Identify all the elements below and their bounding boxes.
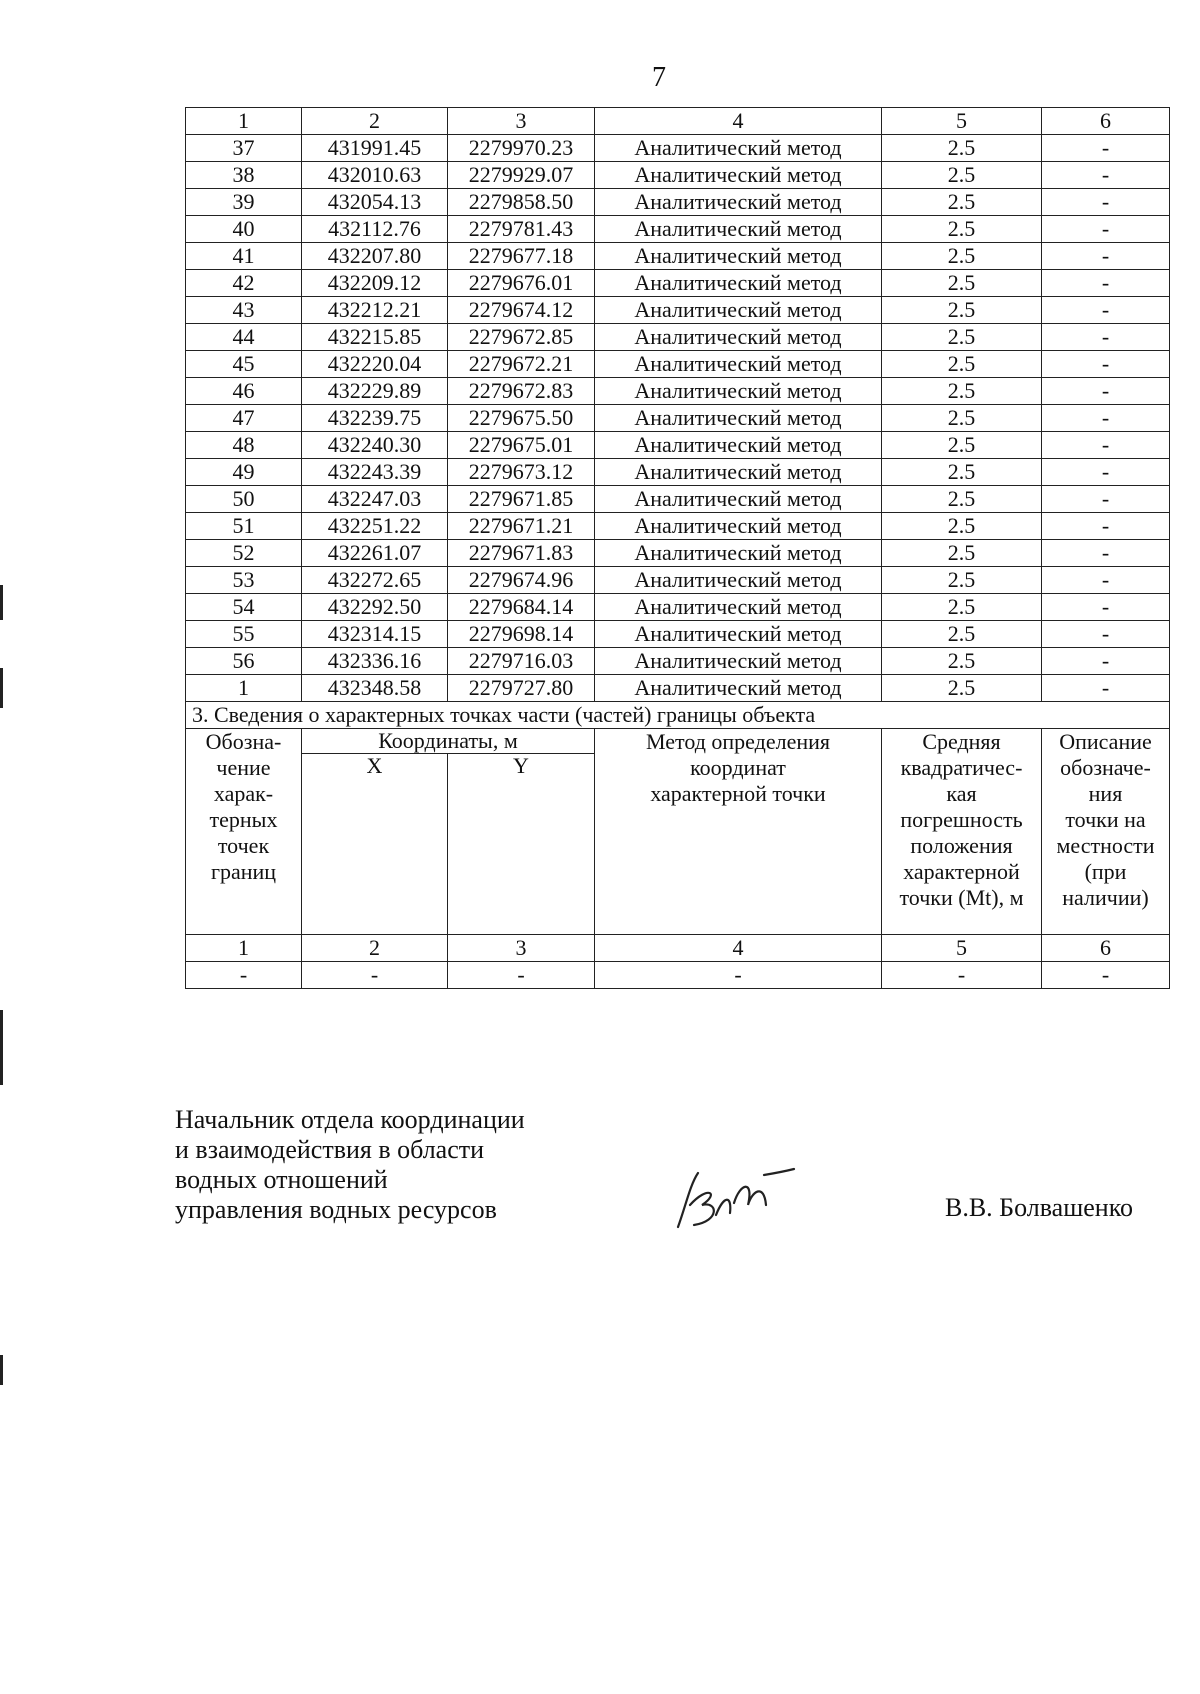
page-number: 7 <box>652 62 666 93</box>
table-cell: Аналитический метод <box>595 621 882 648</box>
header-line: точки (Mt), м <box>899 885 1024 910</box>
table-cell: 2.5 <box>882 324 1042 351</box>
table-cell: 432314.15 <box>302 621 448 648</box>
table-row <box>186 216 1170 243</box>
header-line: точек <box>217 833 270 858</box>
table-cell: - <box>448 962 595 989</box>
table-cell: Аналитический метод <box>595 297 882 324</box>
table-cell: 38 <box>186 162 302 189</box>
table-cell: 53 <box>186 567 302 594</box>
header-coordinates: Координаты, м <box>302 729 595 754</box>
table-cell: 2.5 <box>882 378 1042 405</box>
header-line: местности <box>1056 833 1155 858</box>
table-cell: 55 <box>186 621 302 648</box>
header-line: границ <box>210 859 277 884</box>
table-cell: 2279781.43 <box>448 216 595 243</box>
table-cell: 432240.30 <box>302 432 448 459</box>
table-cell: 54 <box>186 594 302 621</box>
table-cell: 432220.04 <box>302 351 448 378</box>
table-cell: Аналитический метод <box>595 648 882 675</box>
table-cell: - <box>1042 962 1170 989</box>
table-row <box>186 378 1170 405</box>
table-cell: - <box>1042 378 1170 405</box>
table-cell: 46 <box>186 378 302 405</box>
table-cell: Аналитический метод <box>595 189 882 216</box>
table-row <box>186 567 1170 594</box>
table-cell: Аналитический метод <box>595 486 882 513</box>
table-row <box>186 351 1170 378</box>
table-cell: 2279677.18 <box>448 243 595 270</box>
header-line: Средняя <box>922 729 1001 754</box>
header-line: (при <box>1084 859 1127 884</box>
table-cell: - <box>1042 648 1170 675</box>
table-cell: - <box>1042 270 1170 297</box>
table-cell: 2.5 <box>882 567 1042 594</box>
margin-mark <box>0 1010 3 1085</box>
col-number: 3 <box>448 935 595 962</box>
header-line: обозначе- <box>1060 755 1151 780</box>
col-number: 5 <box>882 108 1042 135</box>
table-row <box>186 162 1170 189</box>
col-number: 2 <box>302 108 448 135</box>
table-cell: 2279671.85 <box>448 486 595 513</box>
table-cell: - <box>882 962 1042 989</box>
table-row <box>186 540 1170 567</box>
table-cell: - <box>1042 297 1170 324</box>
table-cell: 432292.50 <box>302 594 448 621</box>
table-cell: - <box>1042 567 1170 594</box>
table-cell: 2.5 <box>882 675 1042 702</box>
table-cell: - <box>1042 189 1170 216</box>
table-cell: 432239.75 <box>302 405 448 432</box>
table-cell: Аналитический метод <box>595 594 882 621</box>
table-cell: 2279672.21 <box>448 351 595 378</box>
table-row <box>186 432 1170 459</box>
table-cell: Аналитический метод <box>595 270 882 297</box>
col-number: 4 <box>595 935 882 962</box>
header-point-designation <box>186 729 302 935</box>
position-line: управления водных ресурсов <box>175 1195 497 1224</box>
table-cell: 431991.45 <box>302 135 448 162</box>
coordinates-table <box>185 107 1170 989</box>
table-cell: Аналитический метод <box>595 351 882 378</box>
table-row <box>186 405 1170 432</box>
margin-mark <box>0 668 3 708</box>
col-number: 6 <box>1042 935 1170 962</box>
table-cell: 432207.80 <box>302 243 448 270</box>
section3-empty-row <box>186 962 1170 989</box>
table-cell: 2279716.03 <box>448 648 595 675</box>
header-line: ния <box>1088 781 1123 806</box>
table-cell: 2.5 <box>882 513 1042 540</box>
table-cell: Аналитический метод <box>595 135 882 162</box>
table-cell: 2.5 <box>882 162 1042 189</box>
table-cell: 2279727.80 <box>448 675 595 702</box>
table-cell: - <box>1042 405 1170 432</box>
table-cell: 2.5 <box>882 243 1042 270</box>
header-line: характерной <box>903 859 1020 884</box>
table-cell: 2.5 <box>882 405 1042 432</box>
table-cell: 2279858.50 <box>448 189 595 216</box>
table-cell: Аналитический метод <box>595 324 882 351</box>
table-cell: 44 <box>186 324 302 351</box>
table-cell: - <box>186 962 302 989</box>
position-line: и взаимодействия в области <box>175 1135 485 1164</box>
table-cell: 52 <box>186 540 302 567</box>
table-cell: 432247.03 <box>302 486 448 513</box>
table-cell: 2.5 <box>882 351 1042 378</box>
table-cell: 432209.12 <box>302 270 448 297</box>
table-cell: 432212.21 <box>302 297 448 324</box>
table-cell: 2.5 <box>882 621 1042 648</box>
table-row <box>186 486 1170 513</box>
table-cell: 2.5 <box>882 297 1042 324</box>
col-number: 4 <box>595 108 882 135</box>
position-line: Начальник отдела координации <box>175 1105 525 1134</box>
table-row <box>186 324 1170 351</box>
table-cell: 48 <box>186 432 302 459</box>
table-cell: - <box>1042 135 1170 162</box>
table-cell: Аналитический метод <box>595 540 882 567</box>
table-cell: - <box>1042 594 1170 621</box>
header-mean-error <box>882 729 1042 935</box>
table-cell: 2279684.14 <box>448 594 595 621</box>
table-row <box>186 648 1170 675</box>
col-number: 5 <box>882 935 1042 962</box>
header-x: X <box>302 754 448 935</box>
table-cell: - <box>1042 351 1170 378</box>
table-cell: 39 <box>186 189 302 216</box>
table-cell: 2.5 <box>882 594 1042 621</box>
table-cell: 2.5 <box>882 189 1042 216</box>
table-cell: 2279671.83 <box>448 540 595 567</box>
table-cell: 432229.89 <box>302 378 448 405</box>
table-cell: 2.5 <box>882 648 1042 675</box>
table-row <box>186 675 1170 702</box>
header-line: чение <box>216 755 271 780</box>
position-line: водных отношений <box>175 1165 388 1194</box>
table-cell: - <box>1042 216 1170 243</box>
header-line: точки на <box>1065 807 1146 832</box>
header-line: Обозна- <box>205 729 282 754</box>
header-line: наличии) <box>1062 885 1149 910</box>
header-line: Описание <box>1059 729 1152 754</box>
table-row <box>186 270 1170 297</box>
table-cell: 2279671.21 <box>448 513 595 540</box>
table-cell: Аналитический метод <box>595 459 882 486</box>
table-cell: Аналитический метод <box>595 216 882 243</box>
table-cell: - <box>1042 162 1170 189</box>
section3-header-row-top <box>186 729 1170 754</box>
table-cell: 43 <box>186 297 302 324</box>
table-cell: 2.5 <box>882 432 1042 459</box>
table-row <box>186 621 1170 648</box>
table-cell: 2279674.96 <box>448 567 595 594</box>
table-cell: 432261.07 <box>302 540 448 567</box>
header-line: погрешность <box>900 807 1023 832</box>
table-cell: 50 <box>186 486 302 513</box>
table-cell: 2279675.01 <box>448 432 595 459</box>
header-line: терных <box>209 807 278 832</box>
table-cell: 2279675.50 <box>448 405 595 432</box>
table-cell: 37 <box>186 135 302 162</box>
table-cell: 2279672.83 <box>448 378 595 405</box>
table-row <box>186 189 1170 216</box>
table-cell: Аналитический метод <box>595 243 882 270</box>
table-row <box>186 594 1170 621</box>
table-cell: 432010.63 <box>302 162 448 189</box>
table-cell: - <box>1042 540 1170 567</box>
header-line: характерной точки <box>650 781 826 806</box>
header-line: координат <box>690 755 786 780</box>
table-cell: - <box>1042 486 1170 513</box>
header-line: кая <box>946 781 977 806</box>
column-number-row <box>186 108 1170 135</box>
handwritten-signature <box>668 1165 798 1235</box>
table-cell: - <box>595 962 882 989</box>
table-cell: 40 <box>186 216 302 243</box>
table-cell: 432251.22 <box>302 513 448 540</box>
header-line: харак- <box>213 781 274 806</box>
section3-title-row <box>186 702 1170 729</box>
table-cell: Аналитический метод <box>595 162 882 189</box>
table-cell: 47 <box>186 405 302 432</box>
header-line: квадратичес- <box>900 755 1023 780</box>
table-cell: 2279673.12 <box>448 459 595 486</box>
table-row <box>186 459 1170 486</box>
table-cell: - <box>1042 459 1170 486</box>
table-cell: Аналитический метод <box>595 378 882 405</box>
table-cell: 1 <box>186 675 302 702</box>
signer-name: В.В. Болвашенко <box>945 1193 1134 1222</box>
table-cell: - <box>1042 243 1170 270</box>
col-number: 1 <box>186 935 302 962</box>
table-cell: 56 <box>186 648 302 675</box>
table-row <box>186 513 1170 540</box>
margin-mark <box>0 585 3 620</box>
table-row <box>186 135 1170 162</box>
table-cell: - <box>1042 621 1170 648</box>
table-cell: - <box>302 962 448 989</box>
table-cell: 432112.76 <box>302 216 448 243</box>
signatory-position <box>175 1105 525 1225</box>
table-cell: 2279676.01 <box>448 270 595 297</box>
table-cell: Аналитический метод <box>595 675 882 702</box>
margin-mark <box>0 1355 3 1385</box>
table-cell: 432348.58 <box>302 675 448 702</box>
table-cell: 2.5 <box>882 486 1042 513</box>
table-cell: 2.5 <box>882 216 1042 243</box>
table-cell: Аналитический метод <box>595 405 882 432</box>
table-cell: 2279970.23 <box>448 135 595 162</box>
col-number: 2 <box>302 935 448 962</box>
table-row <box>186 243 1170 270</box>
table-cell: - <box>1042 675 1170 702</box>
table-cell: - <box>1042 513 1170 540</box>
header-y: Y <box>448 754 595 935</box>
table-cell: 42 <box>186 270 302 297</box>
table-cell: - <box>1042 324 1170 351</box>
table-cell: 432215.85 <box>302 324 448 351</box>
table-cell: 51 <box>186 513 302 540</box>
table-cell: 2.5 <box>882 270 1042 297</box>
table-cell: 2279698.14 <box>448 621 595 648</box>
table-cell: 2.5 <box>882 540 1042 567</box>
table-cell: 2.5 <box>882 135 1042 162</box>
header-method <box>595 729 882 935</box>
header-description <box>1042 729 1170 935</box>
table-row <box>186 297 1170 324</box>
table-cell: 432272.65 <box>302 567 448 594</box>
section3-title: 3. Сведения о характерных точках части (частей) границы объекта <box>186 702 1170 729</box>
table-cell: 2279929.07 <box>448 162 595 189</box>
table-cell: 2279672.85 <box>448 324 595 351</box>
table-cell: 432243.39 <box>302 459 448 486</box>
section3-column-number-row <box>186 935 1170 962</box>
table-cell: 45 <box>186 351 302 378</box>
table-cell: 41 <box>186 243 302 270</box>
table-cell: 432336.16 <box>302 648 448 675</box>
header-line: Метод определения <box>645 729 831 754</box>
table-cell: 2279674.12 <box>448 297 595 324</box>
table-cell: - <box>1042 432 1170 459</box>
col-number: 6 <box>1042 108 1170 135</box>
table-cell: 2.5 <box>882 459 1042 486</box>
col-number: 1 <box>186 108 302 135</box>
table-cell: 432054.13 <box>302 189 448 216</box>
table-cell: 49 <box>186 459 302 486</box>
table-cell: Аналитический метод <box>595 432 882 459</box>
table-cell: Аналитический метод <box>595 567 882 594</box>
header-line: положения <box>910 833 1013 858</box>
table-cell: Аналитический метод <box>595 513 882 540</box>
col-number: 3 <box>448 108 595 135</box>
